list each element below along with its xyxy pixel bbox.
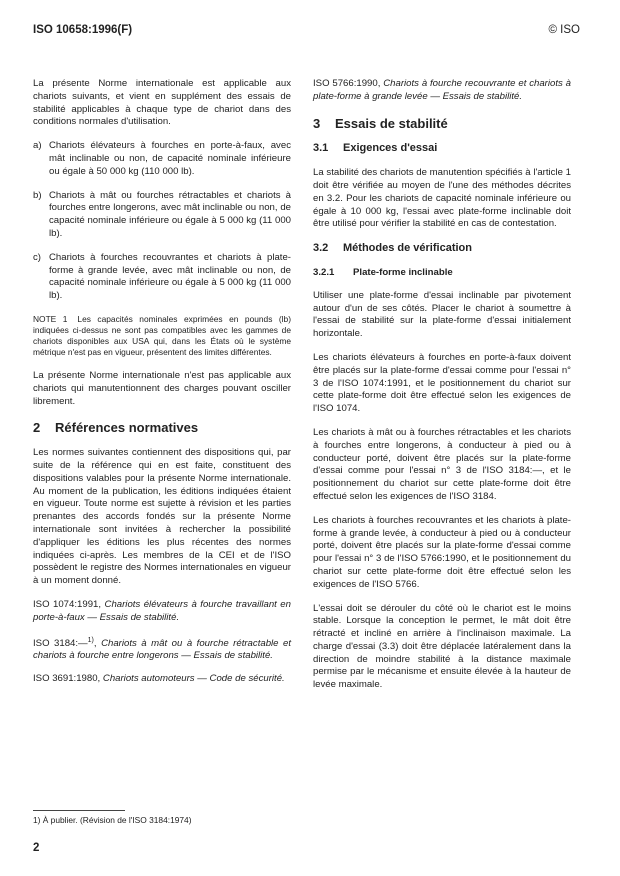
reference-title: Chariots élévateurs à fourche travaillant en porte-à-faux — Essais de stabilité.: [33, 598, 291, 623]
subsection-3-1-heading: [313, 142, 571, 155]
method-paragraph: Les chariots à fourches recouvrantes et les chariots à plate-forme à grande levée, à conducteur à pied ou à conducteur porté, doivent être placés sur la plate-forme d'essai comme pour l'essai n° 3 de l'ISO 5766:1990, et le positionnement du chariot sur cette plate-forme doit être effectué selon les exigences de l'ISO 5766.: [313, 514, 571, 590]
section-title: Essais de stabilité: [335, 115, 448, 131]
reference-code: ISO 1074:1991,: [33, 598, 102, 610]
note: [33, 314, 291, 358]
footnote-marker: 1): [87, 636, 94, 644]
section-2-heading: [33, 422, 291, 435]
reference-iso-1074: [33, 599, 291, 625]
reference-title: Chariots à mât ou à fourche rétractable et chariots à fourche entre longerons — Essais de stabilité.: [33, 637, 292, 662]
normative-refs-paragraph: Les normes suivantes contiennent des dispositions qui, par suite de la référence qui en est faite, constituent des dispositions valables pour la présente Norme internationale. Au moment de la publication, les éditions indiquées étaient en vigueur. Toute norme est sujette à révision et les parties prenantes des accords fondés sur la présente Norme internationale sont invitées à rechercher la possibilité d'appliquer les éditions les plus récentes des normes indiquées ci-après. Les membres de la CEI et de l'ISO possèdent le registre des Normes internationales en vigueur à un moment donné.: [33, 447, 291, 587]
method-paragraph: Les chariots élévateurs à fourches en porte-à-faux doivent être placés sur la plate-forme d'essai comme pour l'essai n° 3 de l'ISO 1074:1991, et le positionnement du chariot sur cette plate-forme doit être effectué selon les exigences de l'ISO 1074.: [313, 351, 571, 415]
section-number: 3: [313, 115, 321, 131]
note-label: NOTE 1: [33, 313, 68, 324]
list-item-label: a): [33, 140, 42, 152]
list-item: [33, 140, 291, 178]
method-paragraph: Les chariots à mât ou à fourches rétractables et les chariots à fourches entre longerons, à conducteur à pied ou à conducteur porté, doivent être placés sur la plate-forme d'essai comme pour l'essai n° 3 de l'ISO 3184:—, et le positionnement du chariot sur cette plate-forme doit être effectué selon les exigences de l'ISO 3184.: [313, 426, 571, 502]
list-item-text: Chariots à mât ou fourches rétractables et chariots à fourches entre longerons, avec mât inclinable ou non, de capacité nominale inférieure ou égale à 5 000 kg (11 000 lb).: [49, 189, 291, 239]
subsection-number: 3.2.1: [313, 266, 335, 278]
subsection-3-2-heading: [313, 242, 571, 255]
note-text: Les capacités nominales exprimées en pounds (lb) indiquées ci-dessus ne sont pas compatibles avec les gammes de chariots disponibles aux USA qui, dans les États où le système métrique n'est pas en vigueur, présentent des limites différentes.: [33, 313, 291, 357]
list-item-text: Chariots à fourches recouvrantes et chariots à plate-forme à grande levée, avec mât inclinable ou non, de capacité nominale inférieure ou égale à 5 000 kg (11 000 lb).: [49, 251, 291, 302]
right-column: [313, 78, 571, 703]
page-number: 2: [33, 842, 40, 854]
reference-code: ISO 3691:1980,: [33, 673, 101, 685]
section-number: 2: [33, 420, 41, 436]
reference-code: ISO 5766:1990,: [313, 78, 381, 89]
list-item-text: Chariots élévateurs à fourches en porte-à-faux, avec mât inclinable ou non, de capacité nominale inférieure ou égale à 50 000 kg (110 000 lb).: [49, 140, 291, 177]
reference-iso-3691: [33, 673, 291, 686]
section-title: Références normatives: [55, 420, 199, 436]
header-copyright: © ISO: [548, 24, 580, 36]
reference-code: ISO 3184:—: [33, 637, 88, 649]
reference-iso-3184: ISO 3184:—$^{1)}$, Chariots à mât ou à fourche rétractable et chariots à fourche entre longerons — Essais de stabilité.: [33, 636, 292, 662]
subsection-number: 3.2: [313, 242, 329, 255]
list-item-label: b): [33, 189, 42, 201]
list-item: [33, 190, 291, 241]
method-paragraph: Utiliser une plate-forme d'essai inclinable par pivotement autour d'un de ses côtés. Placer le chariot à soumettre à l'essai de stabilité sur la plate-forme d'essai initialement horizontale.: [313, 289, 571, 340]
reference-iso-5766: [313, 78, 571, 104]
list-item: [33, 252, 291, 303]
footnote-divider: [33, 810, 125, 811]
not-applicable-paragraph: La présente Norme internationale n'est pas applicable aux chariots qui manutentionnent des charges pouvant osciller librement.: [33, 369, 291, 407]
subsection-title: Exigences d'essai: [343, 142, 438, 155]
section-3-heading: [313, 115, 571, 131]
header-standard: ISO 10658:1996(F): [33, 24, 133, 36]
intro-paragraph: La présente Norme internationale est applicable aux chariots suivants, et vient en supplément des essais de stabilité applicables à chaque type de chariot dans des conditions normales d'utilisation.: [33, 78, 291, 128]
list-item-label: c): [33, 251, 41, 263]
left-column: [33, 78, 291, 696]
subsection-title: Méthodes de vérification: [343, 242, 472, 255]
reference-title: Chariots automoteurs — Code de sécurité.: [102, 673, 285, 685]
subsection-title: Plate-forme inclinable: [353, 266, 453, 278]
subsection-3-2-1-heading: [313, 267, 571, 280]
method-paragraph: L'essai doit se dérouler du côté où le chariot est le moins stable. Lorsque la conception le permet, le mât doit être rétracté et incliné en arrière à l'inclinaison maximale. La charge d'essai (3.3) doit être déplacée latéralement dans la direction de moindre stabilité à la distance maximale permise par le mécanisme et ensuite élevée à la hauteur de levée maximale.: [313, 602, 571, 691]
reference-title: Chariots à fourche recouvrante et chariots à plate-forme à grande levée — Essais de stabilité.: [313, 78, 571, 102]
footnote: 1) À publier. (Révision de l'ISO 3184:1974): [33, 815, 192, 825]
subsection-number: 3.1: [313, 142, 329, 155]
requirements-paragraph: La stabilité des chariots de manutention spécifiés à l'article 1 doit être vérifiée au moyen de l'une des méthodes décrites en 3.2. Pour les chariots de capacité nominale inférieure ou égale à 10 000 kg, l'essai avec plate-forme inclinable doit être utilisé pour vérifier la stabilité en cas de contestation.: [313, 167, 571, 230]
